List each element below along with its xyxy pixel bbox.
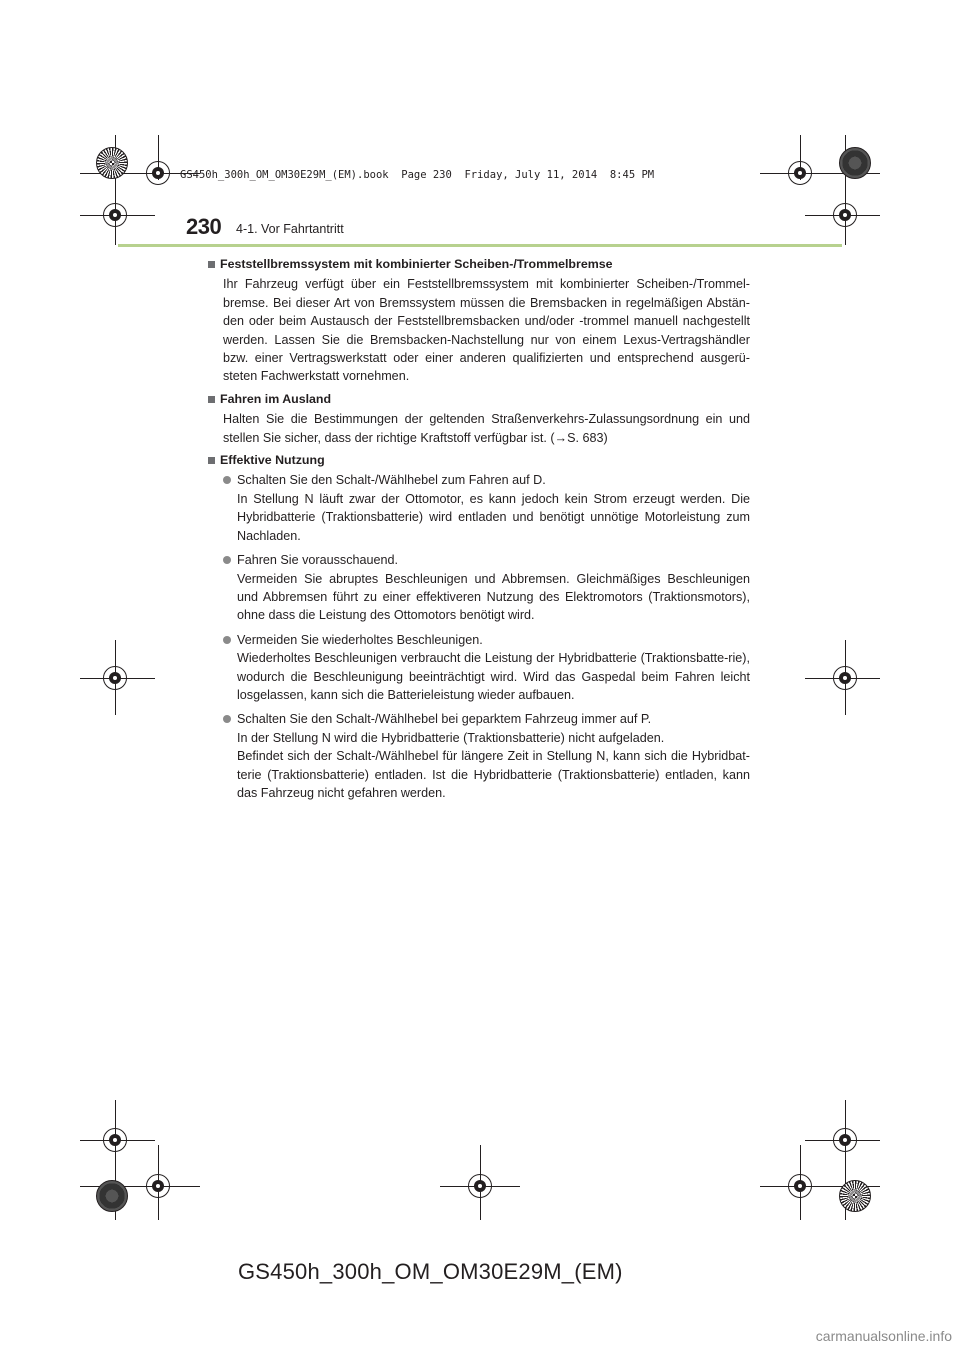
- section-heading: Feststellbremssystem mit kombinierter Scheiben-/Trommelbremse: [208, 255, 750, 273]
- bullet-lead: Schalten Sie den Schalt-/Wählhebel zum Fahren auf D.: [237, 473, 546, 488]
- bullet-dot-icon: [223, 715, 231, 723]
- paragraph: Halten Sie die Bestimmungen der geltenden Straßenverkehrs-Zulassungsordnung ein und stellen Sie sicher, dass der richtige Kraftstoff verfügbar ist. (→S. 683): [223, 412, 750, 445]
- list-item: [223, 710, 750, 802]
- registration-target-icon: [146, 161, 170, 185]
- square-bullet-icon: [208, 457, 215, 464]
- section-parking-brake: [208, 255, 750, 386]
- registration-target-icon: [833, 1128, 857, 1152]
- bullet-text: Befindet sich der Schalt-/Wählhebel für längere Zeit in Stellung N, kann sich die Hybridbat-terie (Traktionsbatterie) entladen. Ist die Hybridbatterie (Traktionsbatterie) entladen, kann das Fahrzeug nicht gefahren werden.: [237, 749, 750, 800]
- crop-disc-icon: [96, 1180, 128, 1212]
- crop-disc-icon: [839, 147, 871, 179]
- document-code: GS450h_300h_OM_OM30E29M_(EM): [238, 1259, 623, 1284]
- book-info: GS450h_300h_OM_OM30E29M_(EM).book Page 230 Friday, July 11, 2014 8:45 PM: [180, 169, 655, 181]
- square-bullet-icon: [208, 261, 215, 268]
- registration-target-icon: [833, 666, 857, 690]
- crop-wheel-icon: [839, 1180, 871, 1212]
- section-efficient-use: [208, 451, 750, 802]
- bullet-text: In Stellung N läuft zwar der Ottomotor, es kann jedoch kein Strom erzeugt werden. Die Hybridbatterie (Traktionsbatterie) wird entladen und benötigt unnötige Motorleistung zum Nachladen.: [237, 491, 750, 543]
- bullet-dot-icon: [223, 556, 231, 564]
- registration-target-icon: [788, 161, 812, 185]
- page-content: [208, 255, 750, 808]
- registration-target-icon: [103, 1128, 127, 1152]
- bullet-lead: Vermeiden Sie wiederholtes Beschleunigen.: [237, 632, 483, 647]
- bullet-text: Wiederholtes Beschleunigen verbraucht die Leistung der Hybridbatterie (Traktionsbatte-rie), wodurch die Beschleunigung beeinträchtigt wird. Wird das Gaspedal beim Fahren leicht losgelassen, kann sich die Batterieleistung wieder aufbauen.: [237, 651, 750, 702]
- list-item: [223, 471, 750, 545]
- registration-target-icon: [103, 666, 127, 690]
- section-heading: Fahren im Ausland: [208, 390, 750, 408]
- registration-target-icon: [103, 203, 127, 227]
- bullet-text: Vermeiden Sie abruptes Beschleunigen und Abbremsen. Gleichmäßiges Beschleunigen und Abbremsen führt zu einer effektiveren Nutzung des Elektromotors (Traktionsmotors), ohne dass die Leistung des Ottomotors benötigt wird.: [237, 571, 750, 623]
- paragraph: Ihr Fahrzeug verfügt über ein Feststellbremssystem mit kombinierter Scheiben-/Trommel-bremse. Bei dieser Art von Bremssystem müssen die Bremsbacken in regelmäßigen Abstän-den oder beim Austausch der Feststellbremsbacken und/oder -trommel manuell nachgestellt werden. Lassen Sie die Bremsbacken-Nachstellung nur von einem Lexus-Vertragshändler bzw. einer Vertragswerkstatt oder einer anderen qualifizierten und entsprechend ausgerü-steten Fachwerkstatt vornehmen.: [223, 277, 750, 384]
- registration-target-icon: [468, 1174, 492, 1198]
- bullet-dot-icon: [223, 476, 231, 484]
- registration-target-icon: [146, 1174, 170, 1198]
- section-title: 4-1. Vor Fahrtantritt: [236, 222, 344, 236]
- list-item: [223, 551, 750, 625]
- bullet-dot-icon: [223, 636, 231, 644]
- bullet-lead: Schalten Sie den Schalt-/Wählhebel bei geparktem Fahrzeug immer auf P.: [237, 712, 652, 727]
- registration-target-icon: [833, 203, 857, 227]
- header-rule: [118, 244, 842, 247]
- watermark: carmanualsonline.info: [815, 1328, 952, 1344]
- square-bullet-icon: [208, 396, 215, 403]
- list-item: [223, 631, 750, 705]
- section-heading: Effektive Nutzung: [208, 451, 750, 469]
- page-number: 230: [186, 214, 222, 239]
- crop-wheel-icon: [96, 147, 128, 179]
- registration-target-icon: [788, 1174, 812, 1198]
- section-abroad: [208, 390, 750, 447]
- bullet-text: In der Stellung N wird die Hybridbatterie (Traktionsbatterie) nicht aufgeladen.: [237, 730, 665, 745]
- bullet-lead: Fahren Sie vorausschauend.: [237, 553, 399, 568]
